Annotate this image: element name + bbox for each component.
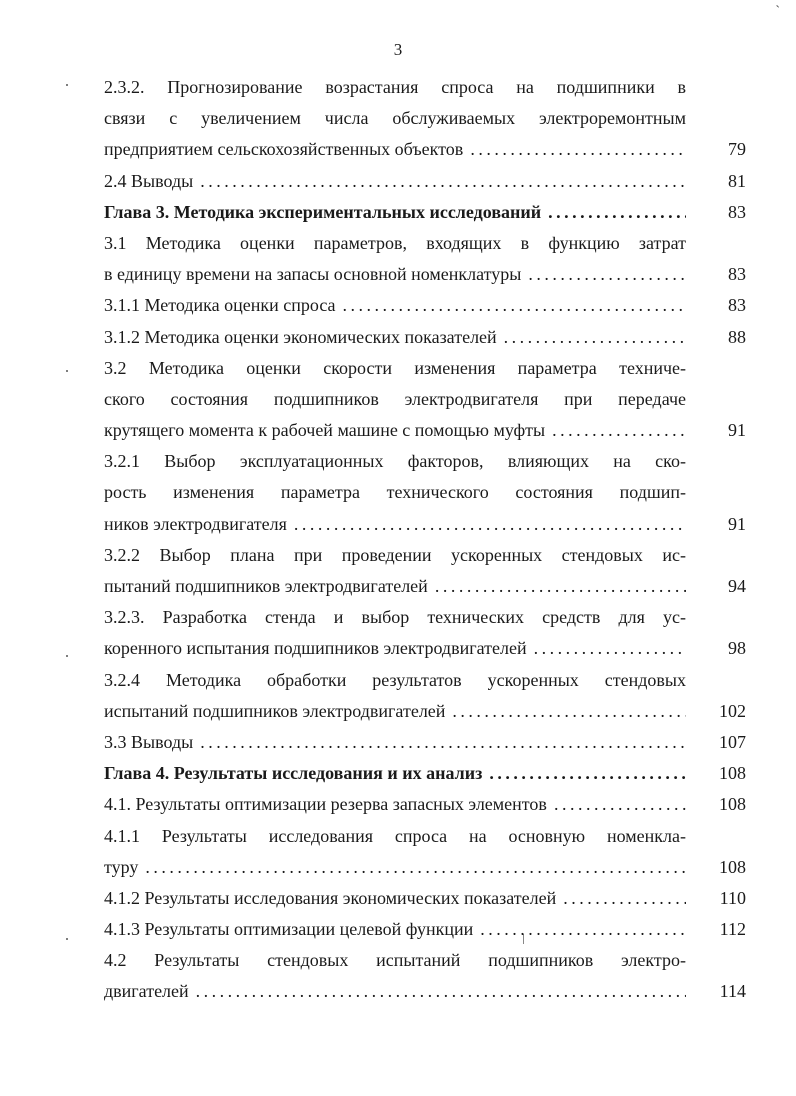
toc-entry-line: ского состояния подшипников электродвигателя при передаче [104,388,686,409]
toc-page-number: 88 [696,322,746,353]
toc-entry-line: 3.1.2 Методика оценки экономических показателей . . . [104,322,686,353]
toc-entry-line: 3.2.3. Разработка стенда и выбор технических средств для ус- [104,607,686,628]
toc-page-number: 91 [696,509,746,540]
toc-page-number: 94 [696,571,746,602]
toc-page-number: 83 [696,290,746,321]
toc-page-number: 102 [696,696,746,727]
toc-entry-line: пытаний подшипников электродвигателей . . . [104,571,686,602]
toc-entry-line: 3.1.1 Методика оценки спроса . . . [104,290,686,321]
table-of-contents [104,72,746,1008]
margin-dot [66,655,68,657]
toc-entry-line: коренного испытания подшипников электродвигателей . . . [104,633,686,664]
toc-entry[interactable] [104,353,746,447]
toc-entry[interactable] [104,727,746,758]
toc-entry[interactable] [104,540,746,602]
toc-entry[interactable] [104,914,746,945]
toc-entry-line: 3.2.1 Выбор эксплуатационных факторов, влияющих на ско- [104,451,686,472]
toc-entry-line: 2.4 Выводы . . . [104,166,686,197]
toc-entry-line: туру . . . [104,852,686,883]
toc-page-number: 112 [696,914,746,945]
toc-entry-line: Глава 4. Результаты исследования и их анализ . . . [104,758,686,789]
toc-entry[interactable] [104,821,746,883]
toc-entry-line: испытаний подшипников электродвигателей . . . [104,696,686,727]
toc-entry-line: 3.1 Методика оценки параметров, входящих в функцию затрат [104,232,686,253]
toc-page-number: 108 [696,758,746,789]
toc-entry[interactable] [104,290,746,321]
toc-page-number: 107 [696,727,746,758]
toc-entry-line: связи с увеличением числа обслуживаемых электроремонтным [104,108,686,129]
toc-entry-line: предприятием сельскохозяйственных объектов . . . [104,134,686,165]
toc-entry-line: 4.1. Результаты оптимизации резерва запасных элементов . . . [104,789,686,820]
toc-entry[interactable] [104,446,746,540]
toc-page-number: 110 [696,883,746,914]
toc-entry-line: Глава 3. Методика экспериментальных исследований . . . [104,197,686,228]
toc-entry[interactable] [104,789,746,820]
toc-entry-line: крутящего момента к рабочей машине с помощью муфты . . . [104,415,686,446]
margin-dot [66,84,68,86]
toc-entry-line: в единицу времени на запасы основной номенклатуры . . . [104,259,686,290]
toc-page-number: 114 [696,976,746,1007]
toc-page-number: 81 [696,166,746,197]
toc-entry-line: 3.2 Методика оценки скорости изменения параметра техниче- [104,357,686,378]
corner-scan-mark: ` [775,4,780,19]
toc-entry[interactable] [104,72,746,166]
toc-entry[interactable] [104,322,746,353]
toc-entry-line: 4.1.2 Результаты исследования экономических показателей . . . [104,883,686,914]
toc-entry-line: 3.3 Выводы . . . [104,727,686,758]
toc-entry-line: 4.2 Результаты стендовых испытаний подшипников электро- [104,950,686,971]
toc-entry-line: двигателей . . . [104,976,686,1007]
toc-entry-line: 3.2.2 Выбор плана при проведении ускоренных стендовых ис- [104,544,686,565]
toc-entry[interactable] [104,883,746,914]
margin-dot [66,938,68,940]
toc-page-number: 79 [696,134,746,165]
toc-entry[interactable] [104,665,746,727]
toc-entry-line: ников электродвигателя . . . [104,509,686,540]
toc-page-number: 108 [696,852,746,883]
margin-dot [66,370,68,372]
toc-entry[interactable] [104,228,746,290]
toc-entry[interactable] [104,602,746,664]
toc-entry[interactable] [104,166,746,197]
toc-page-number: 91 [696,415,746,446]
toc-page-number: 98 [696,633,746,664]
toc-entry-line: 4.1.3 Результаты оптимизации целевой функции . . . [104,914,686,945]
page-number: 3 [393,40,403,59]
toc-entry-line: рость изменения параметра технического состояния подшип- [104,482,686,503]
toc-page-number: 83 [696,259,746,290]
toc-entry-line: 4.1.1 Результаты исследования спроса на основную номенкла- [104,825,686,846]
toc-entry-line: 2.3.2. Прогнозирование возрастания спроса на подшипники в [104,77,686,97]
toc-page-number: 108 [696,789,746,820]
toc-page-number: 83 [696,197,746,228]
toc-chapter-entry[interactable] [104,758,746,789]
toc-entry[interactable] [104,945,746,1007]
toc-chapter-entry[interactable] [104,197,746,228]
toc-entry-line: 3.2.4 Методика обработки результатов ускоренных стендовых [104,669,686,690]
